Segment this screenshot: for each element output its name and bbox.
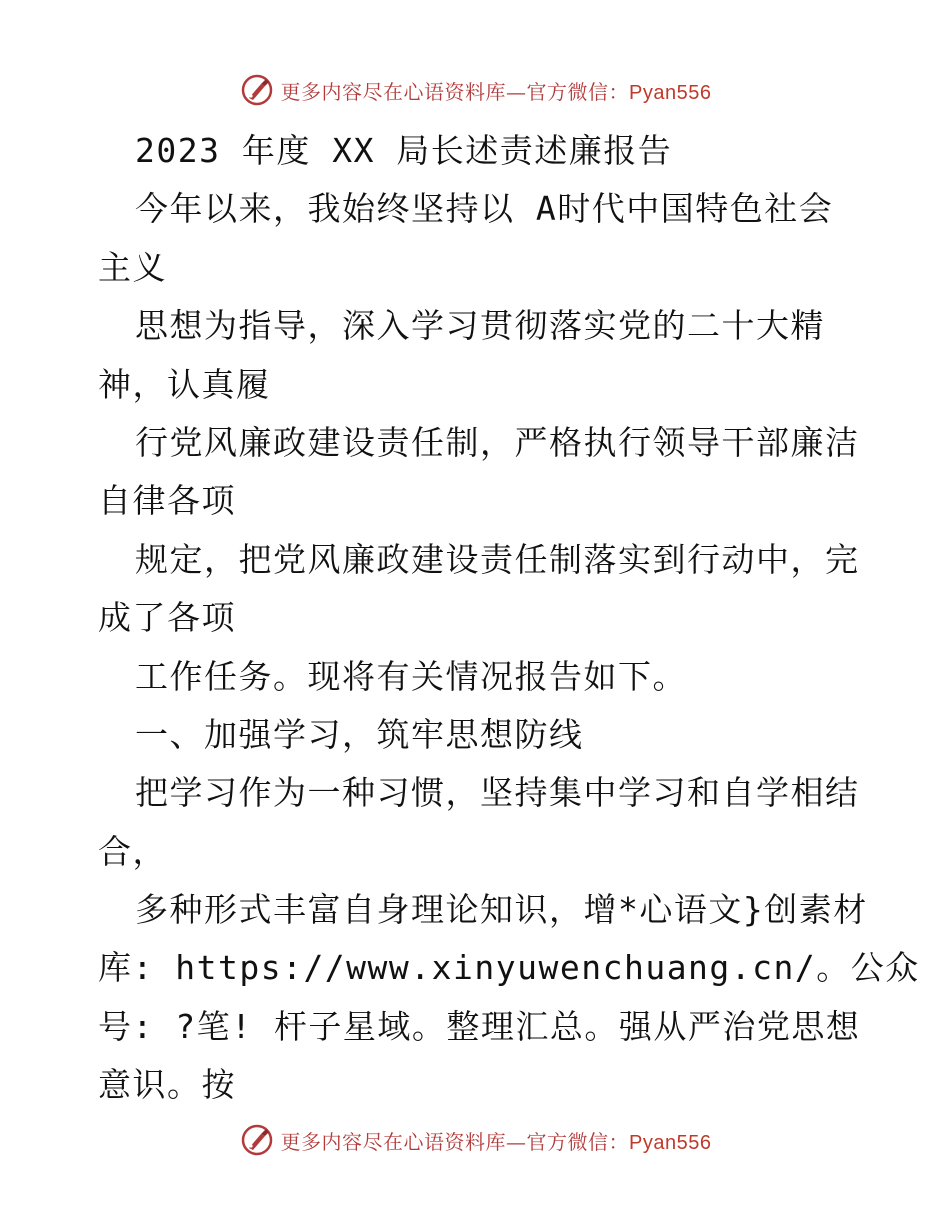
banner-wechat-id: Pyan556 bbox=[629, 81, 712, 104]
document-line: 把学习作为一种习惯，坚持集中学习和自学相结 bbox=[135, 773, 860, 813]
banner-wechat-id: Pyan556 bbox=[629, 1131, 712, 1154]
document-line: 一、加强学习，筑牢思想防线 bbox=[135, 714, 584, 754]
banner-label: 更多内容尽在心语资料库—官方微信： bbox=[280, 1129, 630, 1154]
document-line: 多种形式丰富自身理论知识，增*心语文}创素材 bbox=[135, 890, 868, 930]
document-line: 2023 年度 XX 局长述责述廉报告 bbox=[135, 131, 673, 170]
banner-text bbox=[281, 1126, 712, 1155]
document-body bbox=[98, 122, 920, 1115]
document-line: 今年以来，我始终坚持以 A时代中国特色社会 bbox=[135, 189, 834, 229]
document-line: 神，认真履 bbox=[98, 364, 271, 404]
header-watermark-banner bbox=[0, 68, 950, 112]
document-line: 自律各项 bbox=[98, 481, 236, 521]
document-line: 成了各项 bbox=[98, 598, 236, 638]
footer-watermark-banner bbox=[0, 1118, 950, 1162]
document-line: 主义 bbox=[98, 247, 167, 287]
banner-label: 更多内容尽在心语资料库—官方微信： bbox=[280, 79, 630, 104]
document-line: 规定，把党风廉政建设责任制落实到行动中，完 bbox=[135, 539, 860, 579]
document-line: 号: ?笔! 杆子星域。整理汇总。强从严治党思想 bbox=[98, 1006, 861, 1046]
document-line: 库: https://www.xinyuwenchuang.cn/。公众 bbox=[98, 948, 920, 988]
document-line: 思想为指导，深入学习贯彻落实党的二十大精 bbox=[135, 306, 825, 346]
document-line: 工作任务。现将有关情况报告如下。 bbox=[135, 656, 687, 696]
document-line: 行党风廉政建设责任制，严格执行领导干部廉洁 bbox=[135, 422, 860, 462]
pen-logo-icon bbox=[239, 1122, 275, 1158]
document-line: 意识。按 bbox=[98, 1065, 236, 1105]
pen-logo-icon bbox=[239, 72, 275, 108]
banner-text bbox=[281, 76, 712, 105]
document-line: 合， bbox=[98, 831, 167, 871]
